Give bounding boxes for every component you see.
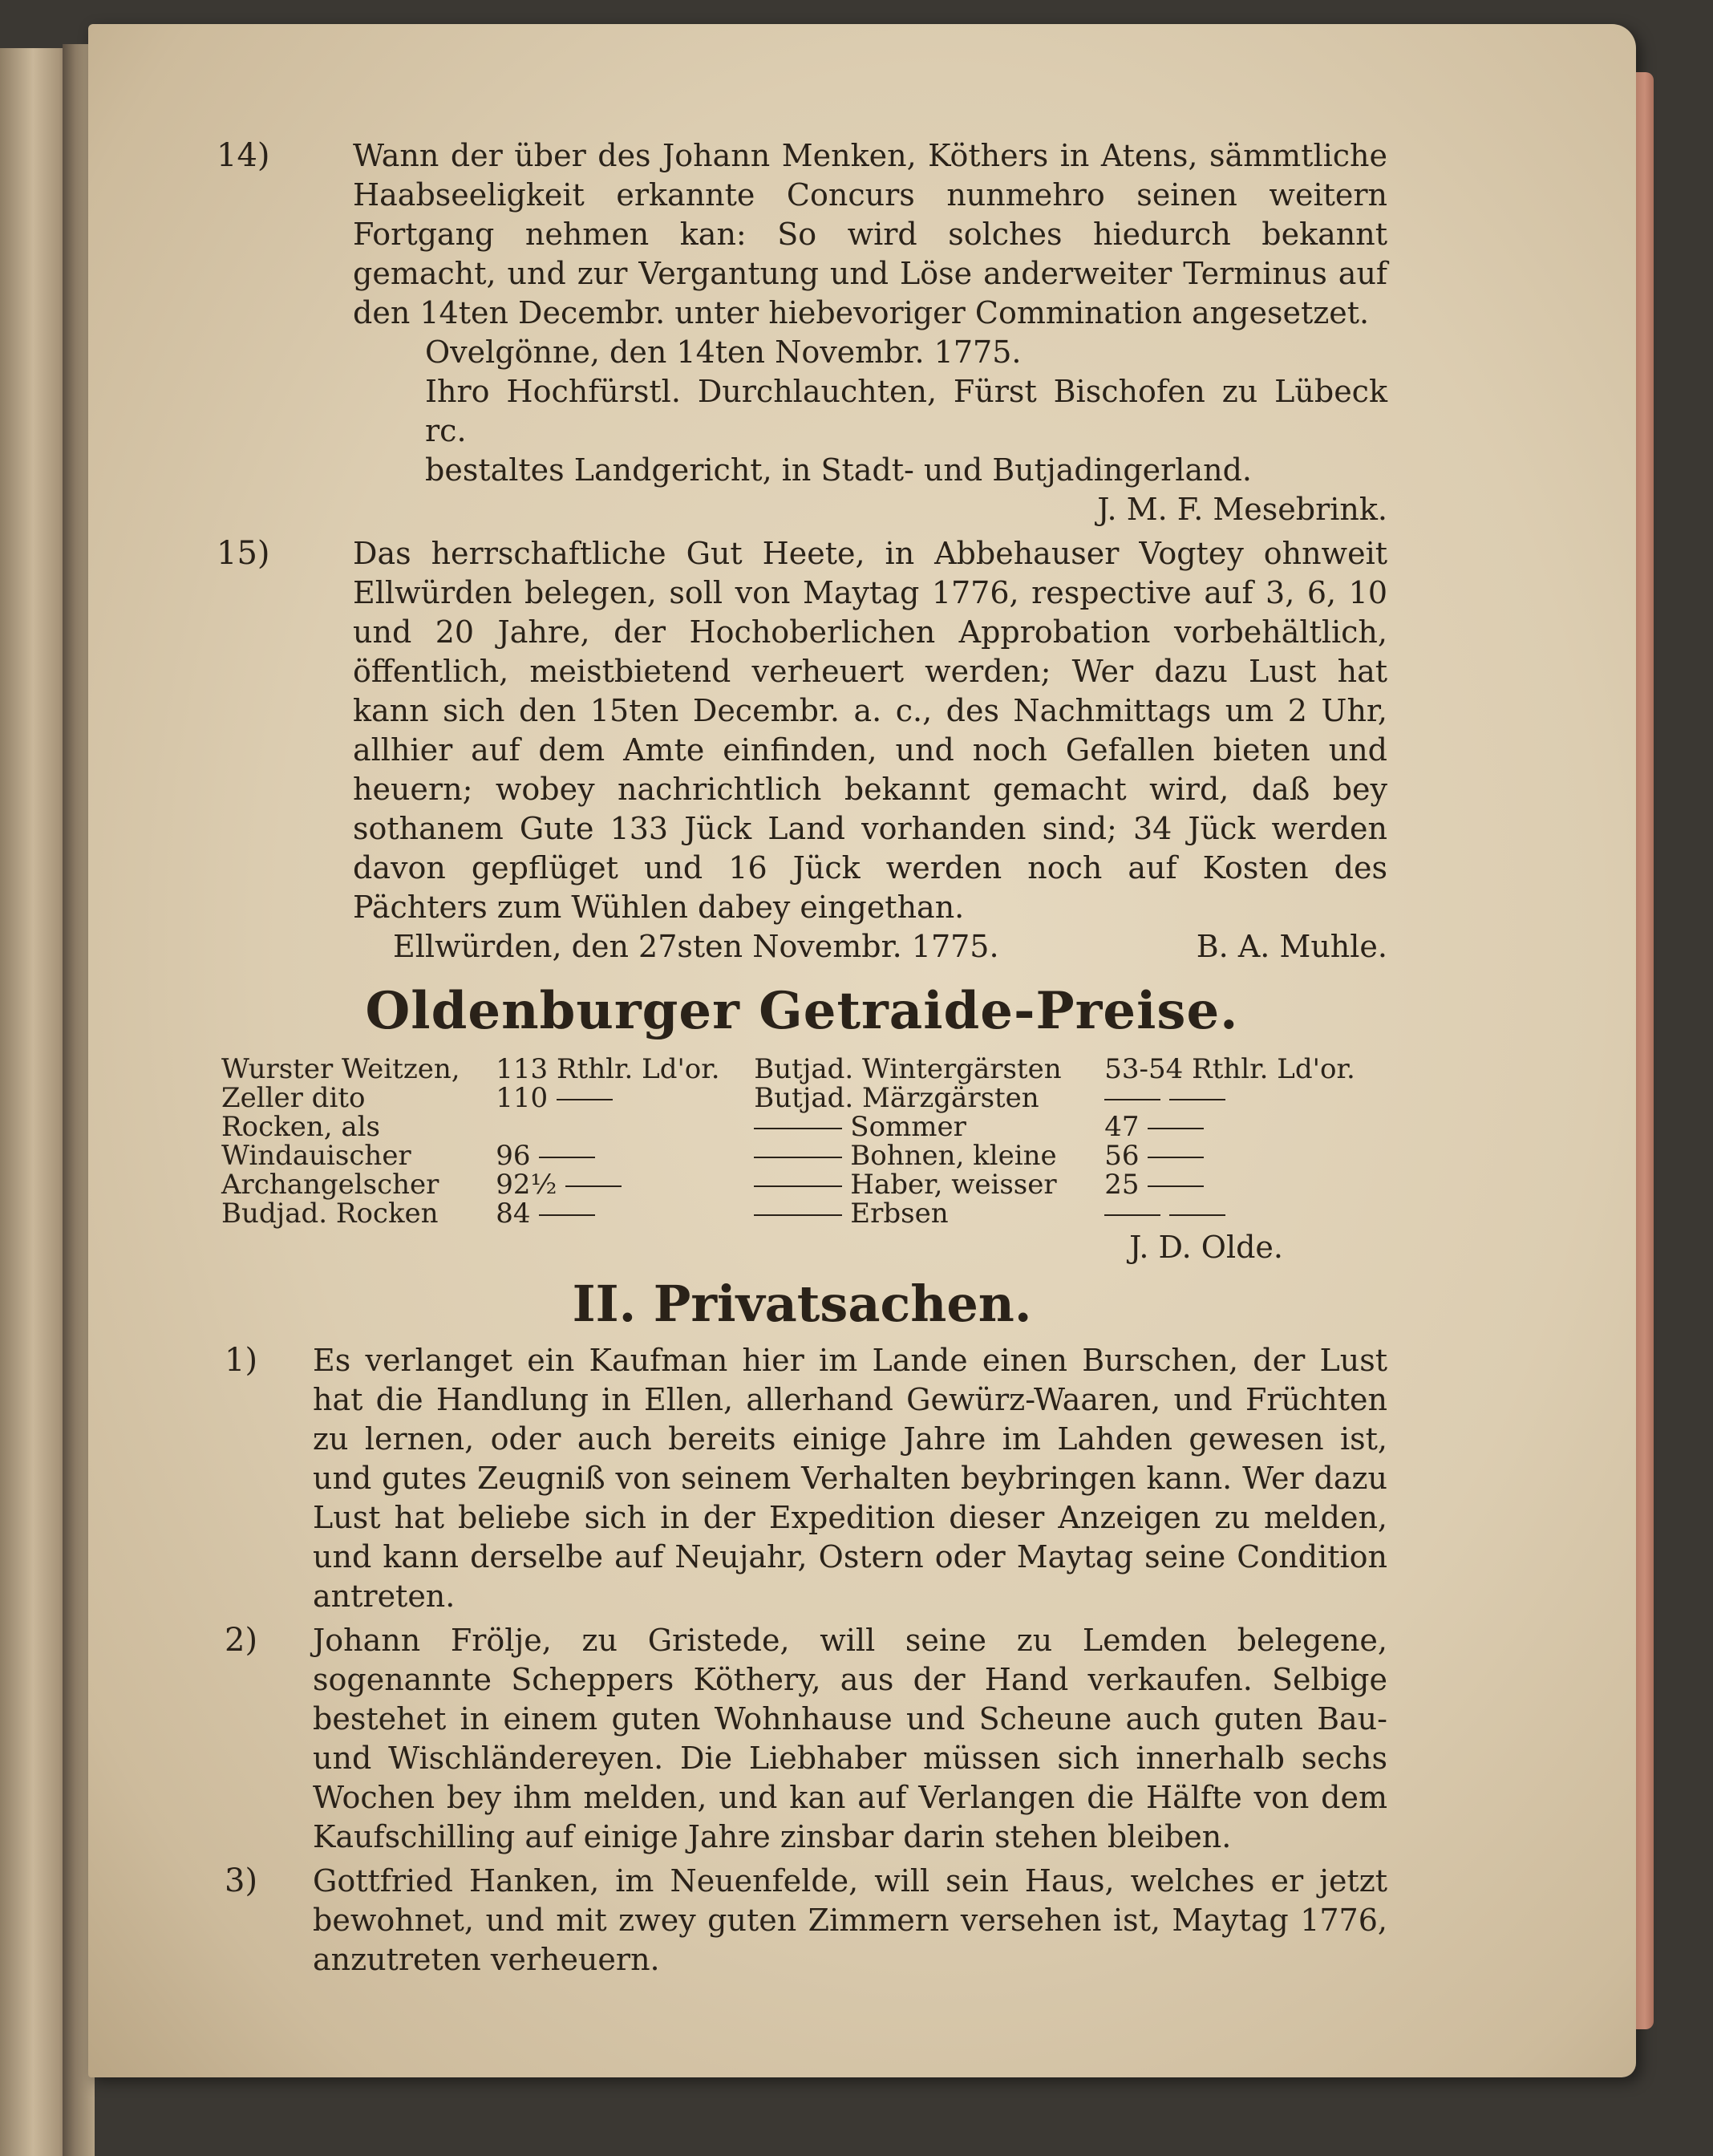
table-row bbox=[217, 1084, 1387, 1112]
left-grain-name: Budjad. Rocken bbox=[221, 1198, 439, 1230]
notice-signature: B. A. Muhle. bbox=[1196, 929, 1387, 964]
left-grain-name: Wurster Weitzen, bbox=[221, 1053, 460, 1085]
prices-signature: J. D. Olde. bbox=[1129, 1230, 1283, 1265]
notice-footer bbox=[353, 927, 1387, 967]
right-grain-price bbox=[1099, 1084, 1387, 1112]
notice-text: Wann der über des Johann Menken, Köthers in Atens, sämmtliche Haabseeligkeit erkannte Concurs nunmehro seinen weitern Fortgang nehmen kan: So wird solches hiedurch bekannt gemacht, und zur Vergantung und Löse anderweiter Terminus auf den 14ten Decembr. unter hiebevoriger Commination angesetzet. bbox=[353, 138, 1387, 330]
right-grain-name: Butjad. Märzgärsten bbox=[754, 1082, 1039, 1114]
notice-15 bbox=[217, 534, 1387, 967]
left-grain-name: Zeller dito bbox=[221, 1082, 366, 1114]
notice-14 bbox=[217, 136, 1387, 529]
section-heading: II. Privatsachen. bbox=[572, 1275, 1032, 1333]
right-grain-name: Bohnen, kleine bbox=[749, 1141, 1099, 1170]
table-row bbox=[217, 1170, 1387, 1199]
right-grain-price: 56 bbox=[1099, 1141, 1387, 1170]
notice-number: 14) bbox=[217, 137, 270, 174]
table-row bbox=[217, 1141, 1387, 1170]
notice-number: 3) bbox=[225, 1862, 258, 1899]
notice-place-date: Ellwürden, den 27sten Novembr. 1775. bbox=[393, 929, 999, 964]
prices-heading: Oldenburger Getraide-Preise. bbox=[365, 981, 1239, 1041]
left-grain-name: Archangelscher bbox=[221, 1169, 439, 1201]
notice-authority-line1: Ihro Hochfürstl. Durchlauchten, Fürst Bischofen zu Lübeck rc. bbox=[425, 374, 1387, 448]
right-grain-name: Erbsen bbox=[749, 1199, 1099, 1228]
notice-text: Gottfried Hanken, im Neuenfelde, will sein Haus, welches er jetzt bewohnet, und mit zwey guten Zimmern versehen ist, Maytag 1776, anzutreten verheuern. bbox=[313, 1863, 1387, 1977]
left-grain-price: 92½ bbox=[491, 1170, 749, 1199]
private-notice-3 bbox=[217, 1862, 1387, 1980]
right-grain-name: Sommer bbox=[749, 1112, 1099, 1141]
left-grain-price: 96 bbox=[491, 1141, 749, 1170]
right-grain-price: 53-54 Rthlr. Ld'or. bbox=[1104, 1053, 1355, 1085]
left-grain-price: 84 bbox=[491, 1199, 749, 1228]
left-grain-price: 113 Rthlr. Ld'or. bbox=[496, 1053, 720, 1085]
notice-signature: J. M. F. Mesebrink. bbox=[1097, 492, 1387, 527]
notice-number: 15) bbox=[217, 535, 270, 572]
right-grain-name: Butjad. Wintergärsten bbox=[754, 1053, 1062, 1085]
table-row bbox=[217, 1055, 1387, 1084]
right-grain-price: 25 bbox=[1099, 1170, 1387, 1199]
right-grain-price bbox=[1099, 1199, 1387, 1228]
table-row bbox=[217, 1112, 1387, 1141]
left-grain-name: Rocken, als bbox=[221, 1111, 380, 1143]
table-row bbox=[217, 1199, 1387, 1228]
notice-authority-line2: bestaltes Landgericht, in Stadt- und Butjadingerland. bbox=[425, 452, 1252, 488]
private-notice-2 bbox=[217, 1621, 1387, 1857]
notice-text: Es verlanget ein Kaufman hier im Lande einen Burschen, der Lust hat die Handlung in Ellen, allerhand Gewürz-Waaren, und Früchten zu lernen, oder auch bereits einige Jahre im Lahden gewesen ist, und gutes Zeugniß von seinem Verhalten beybringen kann. Wer dazu Lust hat beliebe sich in der Expedition dieser Anzeigen zu melden, und kann derselbe auf Neujahr, Ostern oder Maytag seine Condition antreten. bbox=[313, 1343, 1387, 1614]
grain-price-table bbox=[217, 1055, 1387, 1228]
notice-number: 2) bbox=[225, 1622, 258, 1659]
notice-text: Das herrschaftliche Gut Heete, in Abbehauser Vogtey ohnweit Ellwürden belegen, soll von Maytag 1776, respective auf 3, 6, 10 und 20 Jahre, der Hochoberlichen Approbation vorbehältlich, öffentlich, meistbietend verheuert werden; Wer dazu Lust hat kann sich den 15ten Decembr. a. c., des Nachmittags um 2 Uhr, allhier auf dem Amte einfinden, und noch Gefallen bieten und heuern; wobey nachrichtlich bekannt gemacht wird, daß bey sothanem Gute 133 Jück Land vorhanden sind; 34 Jück werden davon gepflüget und 16 Jück werden noch auf Kosten des Pächters zum Wühlen dabey eingethan. bbox=[353, 536, 1387, 925]
left-grain-price bbox=[491, 1112, 749, 1141]
left-grain-price: 110 bbox=[491, 1084, 749, 1112]
right-grain-name: Haber, weisser bbox=[749, 1170, 1099, 1199]
left-grain-name: Windauischer bbox=[221, 1140, 411, 1172]
notice-number: 1) bbox=[225, 1342, 258, 1379]
private-notice-1 bbox=[217, 1341, 1387, 1616]
page-content bbox=[217, 136, 1387, 1984]
red-page-edge bbox=[1636, 72, 1654, 2029]
notice-text: Johann Frölje, zu Gristede, will seine zu Lemden belegene, sogenannte Scheppers Köthery, aus der Hand verkaufen. Selbige bestehet in einem guten Wohnhause und Scheune auch guten Bau- und Wischländereyen. Die Liebhaber müssen sich innerhalb sechs Wochen bey ihm melden, und kan auf Verlangen die Hälfte von dem Kaufschilling auf einige Jahre zinsbar darin stehen bleiben. bbox=[313, 1623, 1387, 1854]
right-grain-price: 47 bbox=[1099, 1112, 1387, 1141]
notice-place-date: Ovelgönne, den 14ten Novembr. 1775. bbox=[425, 334, 1022, 370]
